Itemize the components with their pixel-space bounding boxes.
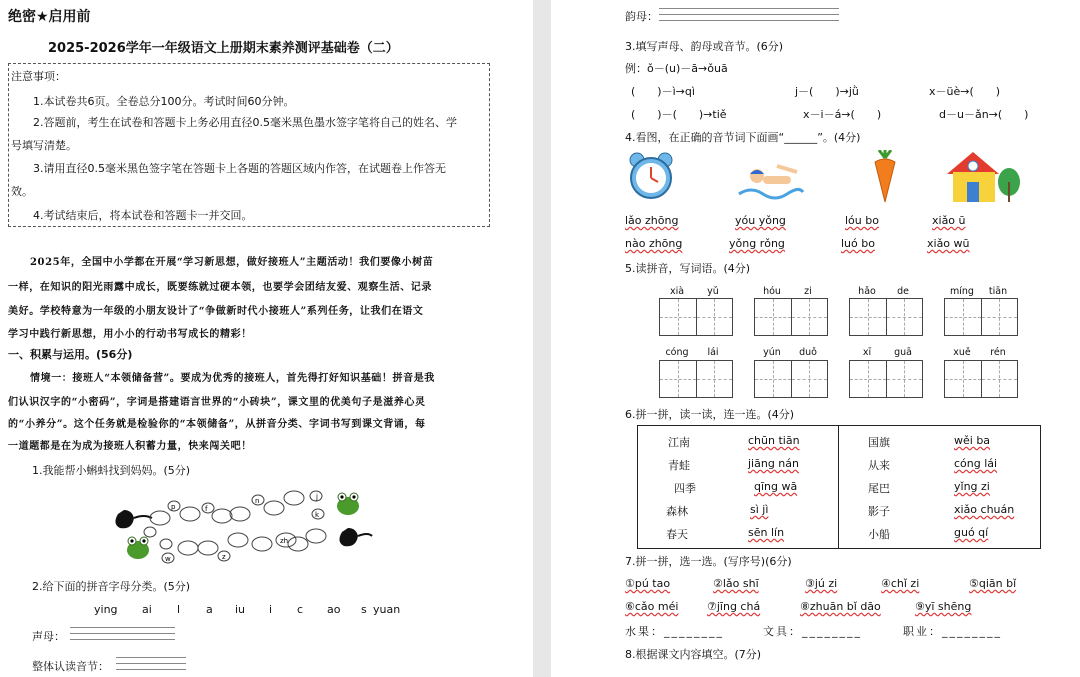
pinyin-option[interactable]: xiǎo wū [927, 237, 970, 250]
pinyin-option[interactable]: yóu yǒng [735, 214, 786, 227]
grid-pinyin: rén [990, 347, 1006, 358]
maze-letter: n [255, 497, 260, 505]
vowel-label: 韵母： [625, 10, 658, 23]
answer-line[interactable] [70, 627, 175, 628]
notice-line: 4.考试结束后，将本试卷和答题卡一并交回。 [33, 209, 253, 222]
writing-grid[interactable] [944, 298, 1018, 336]
writing-grid[interactable] [849, 360, 923, 398]
grid-pinyin: xī [862, 347, 872, 358]
match-pinyin[interactable]: wěi ba [954, 434, 991, 447]
answer-line [70, 633, 175, 634]
situation-line: 的“小养分”。这个任务就是检验你的“本领储备”，从拼音分类、字词书写到课文背诵，每 [8, 419, 426, 430]
occupation-blank[interactable]: 职业：________ [903, 625, 1002, 638]
choice-item: ②lǎo shī [713, 577, 759, 590]
match-pinyin[interactable]: guó qí [954, 526, 989, 539]
match-pinyin[interactable]: yǐng zi [954, 480, 990, 493]
situation-line: 们认识汉字的“小密码”，字词是搭建语言世界的“小砖块”，课文里的优美句子是滋养心灵 [8, 397, 426, 408]
match-word: 四季 [674, 482, 696, 495]
choice-item: ⑤qiān bǐ [969, 577, 1017, 590]
grid-pinyin: yǔ [707, 286, 719, 297]
grid-pinyin: de [897, 286, 909, 297]
pinyin-option[interactable]: xiǎo ū [932, 214, 966, 227]
letter-item: ying [94, 603, 118, 616]
letter-item: a [206, 603, 213, 616]
letter-item: l [177, 603, 181, 616]
answer-line[interactable] [116, 657, 186, 658]
writing-grid[interactable] [754, 360, 828, 398]
q3-item: d－u－ǎn→( ) [939, 108, 1029, 121]
pinyin-option[interactable]: lǎo zhōng [625, 214, 679, 227]
q3-item: x－i－á→( ) [803, 108, 882, 121]
maze-letter: p [171, 503, 176, 511]
match-word: 青蛙 [668, 459, 690, 472]
choice-item: ①pú tao [625, 577, 671, 590]
intro-line: 一样，在知识的阳光雨露中成长，既要练就过硬本领，也要学会团结友爱、观察生活、记录 [8, 282, 432, 293]
answer-line [70, 639, 175, 640]
exam-page-right [551, 0, 1080, 677]
match-pinyin[interactable]: jiāng nán [748, 457, 799, 470]
grid-pinyin: xuě [953, 347, 971, 358]
writing-grid[interactable] [754, 298, 828, 336]
exam-page-left [0, 0, 533, 677]
match-word: 小船 [868, 528, 890, 541]
writing-grid[interactable] [849, 298, 923, 336]
fruit-blank[interactable]: 水果：________ [625, 625, 724, 638]
letter-item: c [297, 603, 304, 616]
maze-letter: z [222, 553, 226, 561]
question-7: 7.拼一拼，选一选。(写序号)(6分) [625, 555, 792, 568]
pinyin-option[interactable]: nào zhōng [625, 237, 683, 250]
consonant-label: 声母： [32, 630, 65, 643]
grid-pinyin: hǎo [858, 286, 876, 297]
maze-letter: f [205, 505, 208, 513]
match-word: 森林 [666, 505, 688, 518]
q3-item: ( )－( )→tiě [631, 108, 727, 121]
match-pinyin[interactable]: cóng lái [954, 457, 998, 470]
q3-item: j－( )→jǜ [795, 85, 859, 98]
grid-pinyin: hóu [763, 286, 781, 297]
situation-line: 一道题都是在为成为接班人积蓄力量，快来闯关吧！ [8, 441, 252, 452]
letter-item: yuan [373, 603, 401, 616]
q3-item: ( )－ì→qì [631, 85, 695, 98]
match-pinyin[interactable]: qīng wā [754, 480, 798, 493]
frog-icon [337, 493, 359, 515]
letter-item: i [269, 603, 273, 616]
choice-item: ⑥cǎo méi [625, 600, 679, 613]
matching-table [637, 425, 1041, 549]
answer-line [116, 663, 186, 664]
pinyin-option[interactable]: lóu bo [845, 214, 879, 227]
swimmer-icon [737, 158, 805, 202]
pinyin-option[interactable]: yǒng rǒng [729, 237, 785, 250]
tadpole-icon [115, 510, 152, 528]
writing-grid[interactable] [659, 360, 733, 398]
notice-line: 2.答题前，考生在试卷和答题卡上务必用直径0.5毫米黑色墨水签字笔将自己的姓名、学 [33, 116, 457, 129]
maze-letter: k [315, 511, 320, 519]
grid-pinyin: cóng [665, 347, 689, 358]
confidential-header: 绝密★启用前 [8, 9, 91, 25]
maze-letter: j [316, 493, 318, 501]
maze-letter: zh [280, 537, 289, 545]
match-pinyin[interactable]: xiǎo chuán [954, 503, 1015, 516]
match-pinyin[interactable]: sēn lín [748, 526, 785, 539]
frog-icon [127, 537, 149, 559]
notice-line: 3.请用直径0.5毫米黑色签字笔在答题卡上各题的答题区域内作答，在试题卷上作答无 [33, 162, 446, 175]
grid-pinyin: yún [763, 347, 781, 358]
match-word: 影子 [868, 505, 890, 518]
maze-letter: w [165, 555, 171, 563]
question-1: 1.我能帮小蝌蚪找到妈妈。(5分) [32, 464, 191, 477]
whole-syllable-label: 整体认读音节： [32, 660, 109, 673]
match-word: 国旗 [868, 436, 890, 449]
writing-grid[interactable] [659, 298, 733, 336]
letter-item: ai [142, 603, 152, 616]
match-word: 尾巴 [868, 482, 890, 495]
match-pinyin[interactable]: chūn tiān [748, 434, 800, 447]
intro-line: 学习中践行新思想，用小小的行动书写成长的精彩！ [8, 329, 252, 340]
grid-pinyin: xià [669, 286, 685, 297]
choice-item: ⑨yī shēng [915, 600, 972, 613]
choice-item: ⑦jīng chá [707, 600, 761, 613]
notice-box [8, 63, 490, 227]
question-2: 2.给下面的拼音字母分类。(5分) [32, 580, 191, 593]
grid-pinyin: zi [804, 286, 812, 297]
match-word: 江南 [668, 436, 690, 449]
match-word: 春天 [666, 528, 688, 541]
alarm-clock-icon [627, 150, 675, 204]
grid-pinyin: lái [707, 347, 719, 358]
notice-line: 1.本试卷共6页。全卷总分100分。考试时间60分钟。 [33, 95, 295, 108]
intro-line: 美好。学校特意为一年级的小朋友设计了“争做新时代小接班人”系列任务，让我们在语文 [8, 306, 424, 317]
q3-item: x－üè→( ) [929, 85, 1001, 98]
question-4: 4.看图，在正确的音节词下面画“______”。(4分) [625, 131, 861, 144]
grid-pinyin: guā [894, 347, 912, 358]
house-icon [943, 150, 1023, 204]
question-3: 3.填写声母、韵母或音节。(6分) [625, 40, 784, 53]
exam-title: 2025-2026学年一年级语文上册期末素养测评基础卷（二） [48, 41, 399, 56]
writing-grid[interactable] [944, 360, 1018, 398]
letter-item: iu [235, 603, 246, 616]
question-8: 8.根据课文内容填空。(7分) [625, 648, 762, 661]
pinyin-option[interactable]: luó bo [841, 237, 875, 250]
choice-item: ④chǐ zi [881, 577, 920, 590]
question-6: 6.拼一拼，读一读，连一连。(4分) [625, 408, 795, 421]
notice-line: 效。 [11, 185, 33, 198]
choice-item: ③jú zi [805, 577, 838, 590]
carrot-icon [865, 150, 905, 204]
q3-example: 例：ǒ－(u)－ā→ǒuā [625, 62, 728, 75]
notice-title: 注意事项： [11, 70, 66, 83]
choice-item: ⑧zhuān bǐ dāo [800, 600, 881, 613]
letter-item: s [361, 603, 367, 616]
answer-line [659, 14, 839, 15]
letter-item: ao [327, 603, 341, 616]
grid-pinyin: duǒ [799, 347, 817, 358]
grid-pinyin: tiān [988, 286, 1008, 297]
grid-pinyin: míng [950, 286, 974, 297]
question-5: 5.读拼音，写词语。(4分) [625, 262, 751, 275]
tadpole-icon [339, 528, 372, 546]
answer-line [659, 20, 839, 21]
intro-line: 2025年，全国中小学都在开展“学习新思想，做好接班人”主题活动！我们要像小树苗 [30, 257, 434, 268]
situation-line: 情境一：接班人“本领储备营”。要成为优秀的接班人，首先得打好知识基础！拼音是我 [30, 373, 435, 384]
section-1-heading: 一、积累与运用。(56分) [8, 348, 133, 361]
match-pinyin[interactable]: sì jì [750, 503, 769, 516]
answer-line[interactable] [659, 8, 839, 9]
answer-line [116, 669, 186, 670]
notice-line: 号填写清楚。 [11, 139, 77, 152]
match-word: 从来 [868, 459, 890, 472]
stationery-blank[interactable]: 文具：________ [763, 625, 862, 638]
tadpole-maze [110, 484, 380, 574]
